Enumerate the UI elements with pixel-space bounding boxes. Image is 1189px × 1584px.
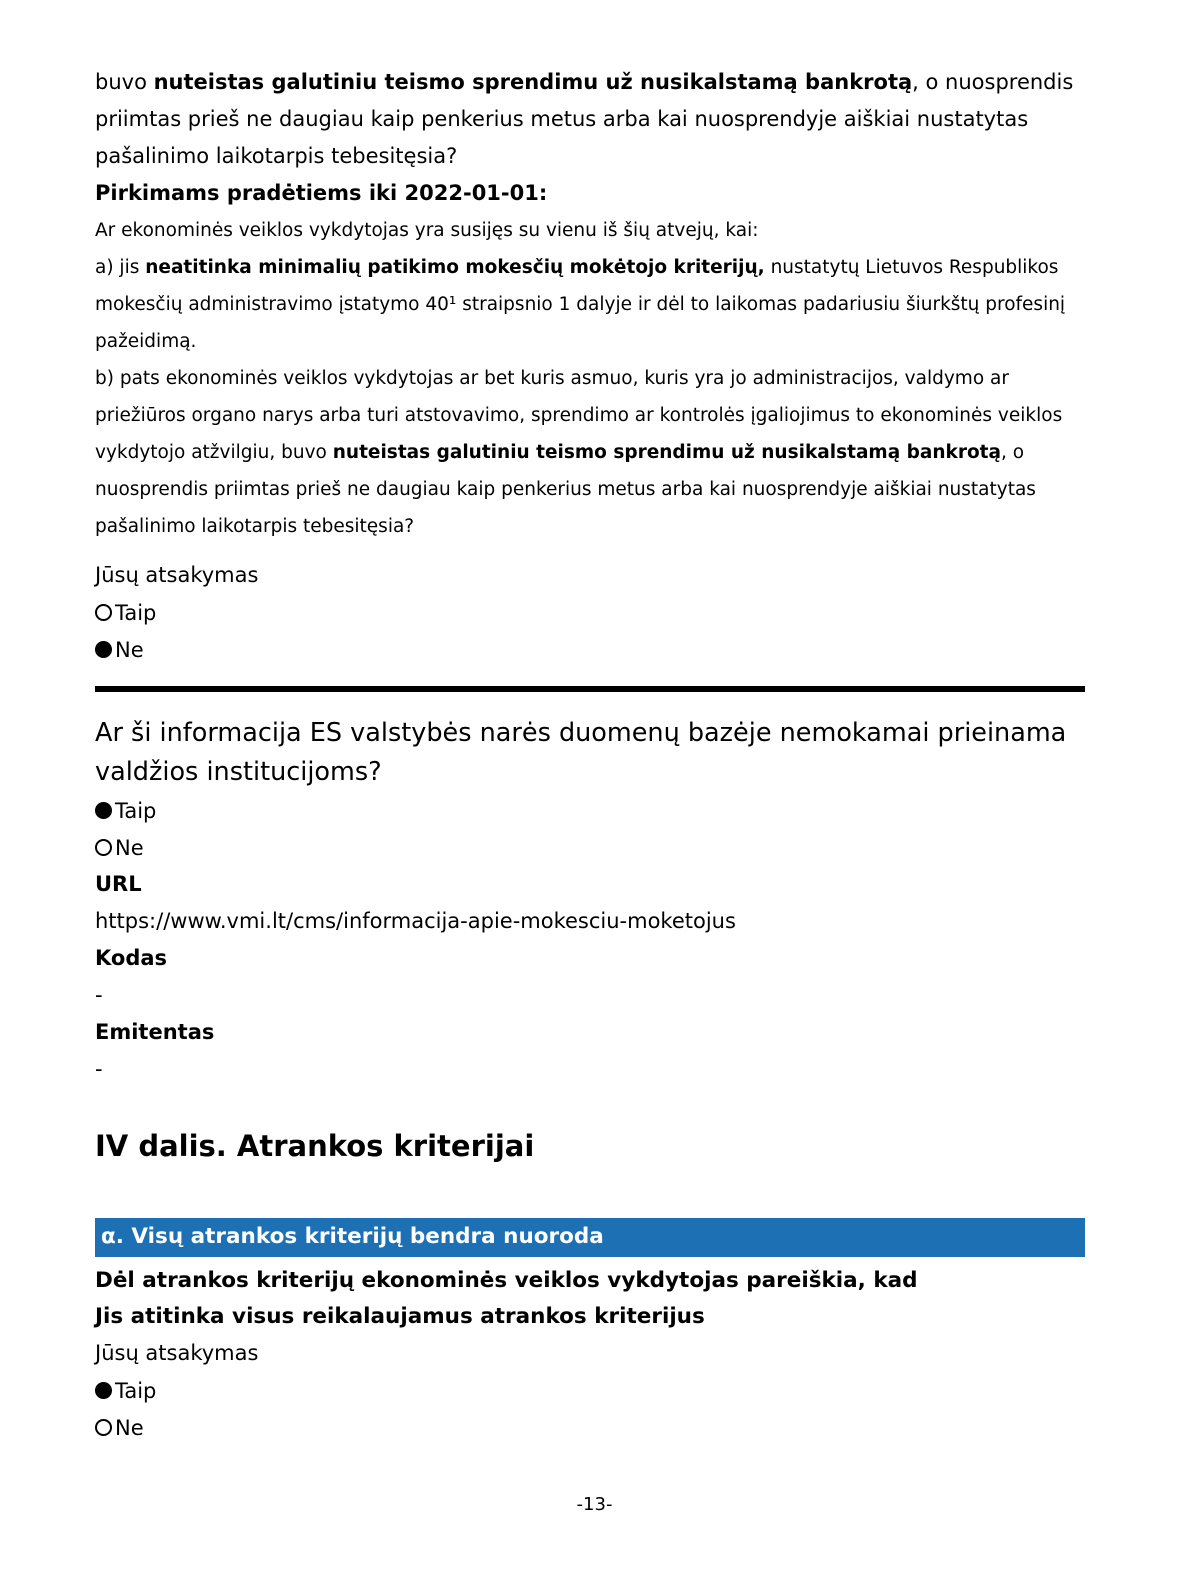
emitentas-label: Emitentas [95, 1020, 215, 1044]
exclusion-radio-ne[interactable] [95, 631, 1085, 668]
page-number: -13- [576, 1494, 613, 1515]
kodas-label: Kodas [95, 946, 168, 970]
radio-label: Taip [115, 798, 157, 823]
emitentas-value: - [95, 1057, 103, 1081]
selection-criteria-banner [95, 1218, 1085, 1257]
radio-label: Ne [115, 1415, 144, 1440]
radio-label: Ne [115, 835, 144, 860]
cases-intro-text: Ar ekonominės veiklos vykdytojas yra susijęs su vienu iš šių atvejų, kai: [95, 220, 759, 241]
database-radio-ne[interactable] [95, 829, 1085, 866]
answer-label: Jūsų atsakymas [95, 1341, 259, 1365]
text-segment: b) pats ekonominės veiklos vykdytojas ar bet kuris asmuo, kuris yra jo administracijos, valdymo ar priežiūros organo narys arba turi atstovavimo, sprendimo ar kontrolės įgaliojimus to ekonominės veiklos vykdytojo atžvilgiu, buvo [95, 368, 1063, 463]
case-b-text [95, 360, 1085, 545]
database-radio-taip[interactable] [95, 792, 1085, 829]
selection-radio-ne[interactable] [95, 1409, 1085, 1446]
radio-label: Ne [115, 637, 144, 662]
part-iv-title: IV dalis. Atrankos kriterijai [95, 1129, 535, 1163]
case-a-text [95, 249, 1085, 360]
radio-label: Taip [115, 600, 157, 625]
text-segment-bold: nuteistas galutiniu teismo sprendimu už nusikalstamą bankrotą [153, 70, 913, 94]
radio-icon[interactable] [95, 1382, 112, 1399]
url-value: https://www.vmi.lt/cms/informacija-apie-mokesciu-moketojus [95, 909, 736, 933]
statement-line-1: Dėl atrankos kriterijų ekonominės veiklos vykdytojas pareiškia, kad [95, 1268, 918, 1293]
text-segment: , o nuosprendis priimtas prieš ne daugiau kaip penkerius metus arba kai nuosprendyje aiškiai nustatytas pašalinimo laikotarpis tebesitęsia? [95, 442, 1036, 537]
radio-icon[interactable] [95, 802, 112, 819]
radio-label: Taip [115, 1378, 157, 1403]
database-availability-question: Ar ši informacija ES valstybės narės duomenų bazėje nemokamai prieinama valdžios institucijoms? [95, 718, 1067, 787]
bankruptcy-question-text [95, 64, 1085, 175]
text-segment: a) jis [95, 257, 146, 278]
text-segment: buvo [95, 70, 154, 94]
text-segment: , o nuosprendis priimtas prieš ne daugiau kaip penkerius metus arba kai nuosprendyje aiškiai nustatytas pašalinimo laikotarpis tebesitęsia? [95, 70, 1074, 168]
statement-line-2: Jis atitinka visus reikalaujamus atrankos kriterijus [95, 1304, 705, 1329]
banner-text: α. Visų atrankos kriterijų bendra nuoroda [101, 1224, 604, 1249]
text-segment: nustatytų Lietuvos Respublikos mokesčių administravimo įstatymo 40¹ straipsnio 1 dalyje ir dėl to laikomas padariusiu šiurkštų profesinį pažeidimą. [95, 257, 1066, 352]
url-label: URL [95, 872, 142, 896]
kodas-value: - [95, 983, 103, 1007]
radio-icon[interactable] [95, 641, 112, 658]
text-segment-bold: neatitinka minimalių patikimo mokesčių mokėtojo kriterijų, [145, 257, 765, 278]
answer-label: Jūsų atsakymas [95, 563, 259, 587]
radio-icon[interactable] [95, 604, 112, 621]
exclusion-radio-taip[interactable] [95, 594, 1085, 631]
section-divider [95, 686, 1085, 692]
radio-icon[interactable] [95, 839, 112, 856]
text-segment-bold: nuteistas galutiniu teismo sprendimu už nusikalstamą bankrotą [332, 442, 1001, 463]
procurement-before-2022-heading: Pirkimams pradėtiems iki 2022-01-01: [95, 181, 548, 205]
radio-icon[interactable] [95, 1419, 112, 1436]
selection-radio-taip[interactable] [95, 1372, 1085, 1409]
